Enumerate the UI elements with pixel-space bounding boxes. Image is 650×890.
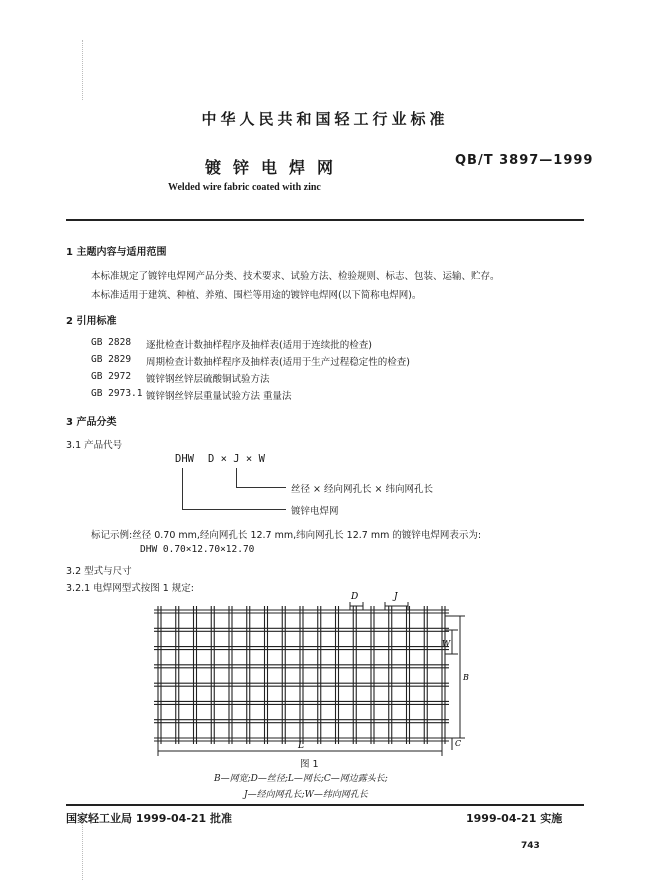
code-label-dimensions: 丝径 × 经向网孔长 × 纬向网孔长 (291, 484, 433, 495)
marking-example-text: 标记示例:丝径 0.70 mm,经向网孔长 12.7 mm,纬向网孔长 12.7 mm 的镀锌电焊网表示为: (91, 530, 482, 541)
section-1-heading: 1 主题内容与适用范围 (66, 247, 167, 258)
document-title-english: Welded wire fabric coated with zinc (168, 182, 321, 193)
section-1-paragraph-1: 本标准规定了镀锌电焊网产品分类、技术要求、试验方法、检验规则、标志、包装、运输、贮存。 (91, 271, 500, 282)
reference-code: GB 2829 (91, 354, 132, 365)
section-1-paragraph-2: 本标准适用于建筑、种植、养殖、围栏等用途的镀锌电焊网(以下简称电焊网)。 (91, 290, 422, 301)
margin-dotted-line (82, 40, 83, 100)
section-3-2-heading: 3.2 型式与尺寸 (66, 566, 132, 577)
welded-mesh-figure (140, 588, 480, 760)
section-2-heading: 2 引用标准 (66, 316, 117, 327)
reference-code: GB 2973.1 (91, 388, 143, 399)
effective-date: 1999-04-21 实施 (466, 812, 563, 825)
reference-title: 逐批检查计数抽样程序及抽样表(适用于连续批的检查) (146, 340, 372, 351)
dimension-d-label: D (351, 592, 359, 602)
figure-legend-line-1: B—网宽;D—丝径;L—网长;C—网边露头长; (214, 774, 388, 784)
reference-item (91, 371, 270, 385)
issuing-organization: 中华人民共和国轻工行业标准 (201, 110, 449, 128)
mesh-grid (154, 606, 449, 744)
code-leader-dhw-horizontal (182, 509, 286, 510)
dimension-l-label: L (298, 741, 304, 751)
code-leader-dims-horizontal (236, 487, 286, 488)
standard-number: QB/T 3897—1999 (455, 153, 594, 168)
reference-item (91, 337, 372, 351)
reference-item (91, 388, 292, 402)
section-3-1-heading: 3.1 产品代号 (66, 440, 123, 451)
product-code-prefix: DHW (175, 453, 194, 465)
reference-title: 周期检查计数抽样程序及抽样表(适用于生产过程稳定性的检查) (146, 357, 410, 368)
code-leader-dims (236, 468, 237, 488)
dimension-w-label: W (442, 639, 451, 648)
code-label-product: 镀锌电焊网 (291, 506, 339, 517)
dimension-j-label: J (394, 592, 398, 602)
reference-code: GB 2972 (91, 371, 132, 382)
document-title: 镀锌电焊网 (205, 158, 346, 177)
page-number: 743 (521, 841, 540, 851)
footer-rule (66, 804, 584, 806)
dimension-b-label: B (463, 673, 469, 682)
reference-item (91, 354, 410, 368)
section-3-2-1-heading: 3.2.1 电焊网型式按图 1 规定: (66, 583, 194, 594)
product-code-formula: D × J × W (208, 453, 265, 465)
reference-code: GB 2828 (91, 337, 132, 348)
figure-title: 图 1 (300, 759, 319, 770)
reference-title: 镀锌钢丝锌层重量试验方法 重量法 (146, 391, 292, 402)
marking-example-code: DHW 0.70×12.70×12.70 (140, 544, 255, 555)
approval-date: 国家轻工业局 1999-04-21 批准 (66, 812, 233, 825)
figure-legend-line-2: J—经向网孔长;W—纬向网孔长 (244, 790, 368, 800)
dimension-c-label: C (455, 739, 462, 748)
code-leader-dhw (182, 468, 183, 510)
margin-dotted-line (82, 820, 83, 880)
header-rule (66, 219, 584, 221)
reference-title: 镀锌钢丝锌层硫酸铜试验方法 (146, 374, 270, 385)
section-3-heading: 3 产品分类 (66, 417, 117, 428)
